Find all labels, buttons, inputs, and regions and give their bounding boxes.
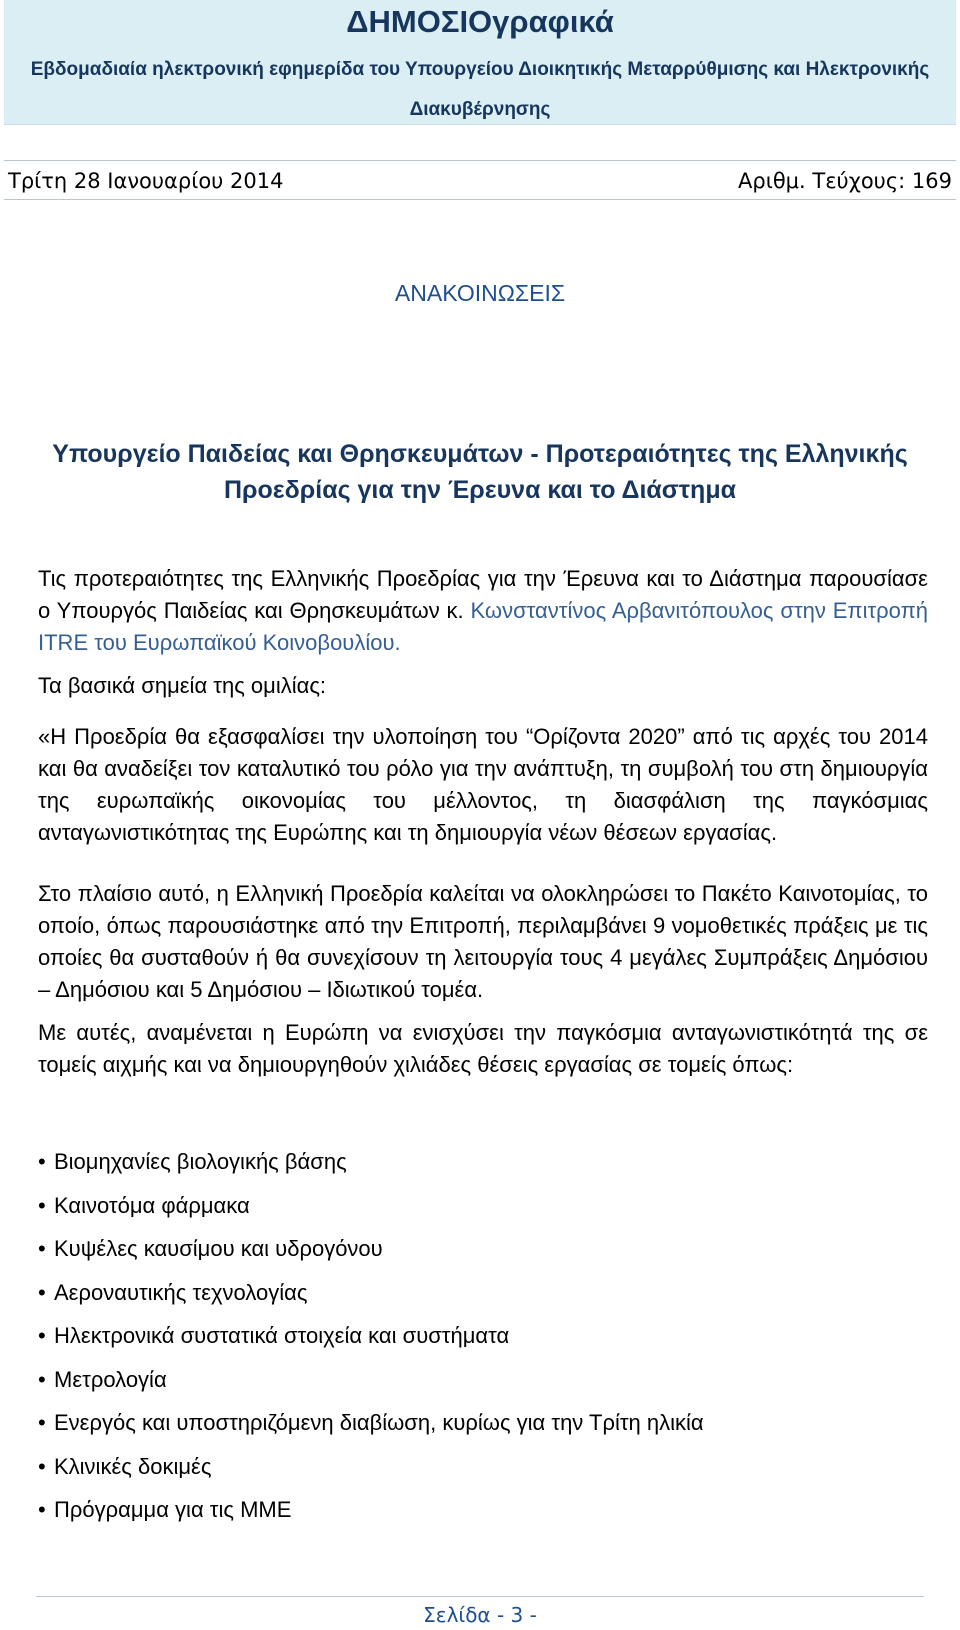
section-heading: ΑΝΑΚΟΙΝΩΣΕΙΣ	[394, 280, 566, 306]
header-divider-top	[4, 160, 956, 161]
bullet-icon: •	[38, 1149, 46, 1174]
list-item	[38, 1401, 928, 1445]
sectors-intro-paragraph: Με αυτές, αναμένεται η Ευρώπη να ενισχύσει την παγκόσμια ανταγωνιστικότητά της σε τομείς αιχμής και να δημιουργηθούν χιλιάδες θέσεις εργασίας σε τομείς όπως:	[38, 1020, 928, 1077]
sectors-list	[38, 1140, 928, 1532]
page-number: Σελίδα - 3 -	[423, 1603, 537, 1627]
list-item-label: Βιομηχανίες βιολογικής βάσης	[54, 1149, 347, 1174]
newsletter-masthead	[4, 0, 956, 125]
bullet-icon: •	[38, 1323, 46, 1348]
article-title: Υπουργείο Παιδείας και Θρησκευμάτων - Προτεραιότητες της Ελληνικής Προεδρίας για την Έρευνα και το Διάστημα	[52, 440, 908, 504]
list-item-label: Αεροναυτικής τεχνολογίας	[54, 1279, 308, 1305]
bullet-icon: •	[38, 1366, 46, 1392]
bullet-icon: •	[38, 1453, 46, 1479]
list-item-label: Καινοτόμα φάρμακα	[54, 1192, 250, 1218]
key-points-label: Τα βασικά σημεία της ομιλίας:	[38, 673, 327, 698]
list-item	[38, 1445, 928, 1489]
bullet-icon: •	[38, 1497, 46, 1522]
bullet-icon: •	[38, 1236, 46, 1261]
newsletter-title: ΔΗΜΟΣΙΟγραφικά	[346, 4, 614, 39]
newsletter-subtitle: Εβδομαδιαία ηλεκτρονική εφημερίδα του Υπουργείου Διοικητικής Μεταρρύθμισης και Ηλεκτρονικής Διακυβέρνησης	[30, 59, 930, 120]
list-item-label: Πρόγραμμα για τις ΜΜΕ	[54, 1497, 292, 1522]
list-item	[38, 1488, 928, 1532]
footer-divider	[36, 1596, 924, 1597]
list-item	[38, 1227, 928, 1271]
header-divider-bottom	[4, 199, 956, 200]
issue-date: Τρίτη 28 Ιανουαρίου 2014	[8, 169, 284, 193]
bullet-icon: •	[38, 1279, 46, 1305]
quote-paragraph: «Η Προεδρία θα εξασφαλίσει την υλοποίηση του “Ορίζοντα 2020” από τις αρχές του 2014 και θα αναδείξει τον καταλυτικό του ρόλο για την ανάπτυξη, τη συμβολή του στη δημιουργία της ευρωπαϊκής οικονομίας του μέλλοντος, τη διασφάλιση της παγκόσμιας ανταγωνιστικότητας της Ευρώπης και τη δημιουργία νέων θέσεων εργασίας.	[38, 724, 928, 845]
article-intro-text: Τις προτεραιότητες της Ελληνικής Προεδρίας για την Έρευνα και το Διάστημα παρουσίασε ο Υπουργός Παιδείας και Θρησκευμάτων κ.	[38, 566, 928, 623]
list-item-label: Κυψέλες καυσίμου και υδρογόνου	[54, 1236, 383, 1261]
bullet-icon: •	[38, 1192, 46, 1218]
list-item	[38, 1271, 928, 1315]
issue-number: Αριθμ. Τεύχους: 169	[738, 169, 952, 193]
list-item-label: Ενεργός και υποστηριζόμενη διαβίωση, κυρίως για την Τρίτη ηλικία	[54, 1410, 704, 1435]
list-item-label: Μετρολογία	[54, 1366, 167, 1392]
list-item-label: Κλινικές δοκιμές	[54, 1453, 212, 1479]
minister-name: Κωνσταντίνος Αρβανιτόπουλος στην Επιτροπή ITRE του Ευρωπαϊκού Κοινοβουλίου.	[38, 598, 928, 655]
article-intro	[38, 563, 928, 659]
list-item	[38, 1358, 928, 1402]
innovation-package-paragraph: Στο πλαίσιο αυτό, η Ελληνική Προεδρία καλείται να ολοκληρώσει το Πακέτο Καινοτομίας, το οποίο, όπως παρουσιάστηκε από την Επιτροπή, περιλαμβάνει 9 νομοθετικές πράξεις με τις οποίες θα συσταθούν ή θα συνεχίσουν τη λειτουργία τους 4 μεγάλες Συμπράξεις Δημόσιου – Δημόσιου και 5 Δημόσιου – Ιδιωτικού τομέα.	[38, 881, 928, 1002]
list-item	[38, 1140, 928, 1184]
list-item-label: Ηλεκτρονικά συστατικά στοιχεία και συστήματα	[54, 1323, 510, 1348]
list-item	[38, 1314, 928, 1358]
bullet-icon: •	[38, 1410, 46, 1435]
list-item	[38, 1184, 928, 1228]
